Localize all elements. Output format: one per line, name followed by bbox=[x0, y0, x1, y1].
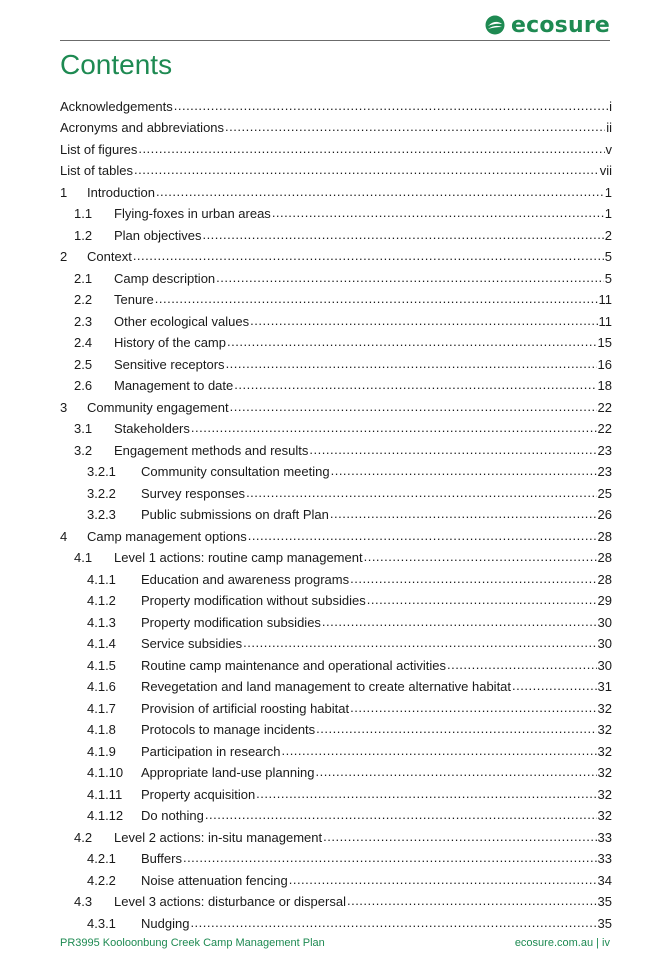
toc-entry-label[interactable]: Property acquisition bbox=[141, 786, 256, 802]
toc-entry-number: 4.1.12 bbox=[87, 808, 124, 823]
toc-entry[interactable] bbox=[60, 179, 612, 201]
toc-entry-number: 4.1.10 bbox=[87, 765, 124, 780]
toc-dot-leader bbox=[322, 614, 597, 628]
toc-entry-label[interactable]: Property modification without subsidies bbox=[141, 593, 366, 608]
toc-entry-number: 4.2 bbox=[74, 829, 93, 845]
toc-entry-label[interactable]: List of figures bbox=[60, 141, 138, 157]
toc-entry-page-number[interactable]: 32 bbox=[597, 722, 612, 737]
toc-entry-number: 1.1 bbox=[74, 206, 93, 221]
toc-entry-number: 1 bbox=[60, 184, 68, 200]
toc-dot-leader bbox=[134, 162, 599, 176]
toc-entry-label[interactable]: Camp description bbox=[114, 270, 216, 286]
toc-dot-leader bbox=[156, 184, 604, 198]
toc-entry[interactable] bbox=[60, 287, 612, 309]
toc-dot-leader bbox=[205, 807, 597, 821]
toc-entry-page-number[interactable]: 22 bbox=[597, 399, 612, 415]
toc-entry[interactable] bbox=[60, 158, 612, 180]
toc-entry-label[interactable]: Do nothing bbox=[141, 808, 204, 823]
toc-dot-leader bbox=[133, 248, 604, 262]
toc-entry-page-number[interactable]: 5 bbox=[604, 249, 612, 264]
toc-dot-leader bbox=[191, 420, 597, 434]
toc-entry-page-number[interactable]: 35 bbox=[597, 894, 612, 909]
toc-entry[interactable] bbox=[60, 416, 612, 438]
toc-entry-label[interactable]: Context bbox=[87, 249, 132, 264]
toc-entry[interactable] bbox=[60, 222, 612, 244]
toc-dot-leader bbox=[289, 872, 597, 886]
toc-entry-label[interactable]: Acronyms and abbreviations bbox=[60, 120, 225, 135]
toc-entry-number: 4.1.11 bbox=[87, 786, 123, 802]
toc-entry-page-number[interactable]: 25 bbox=[597, 485, 612, 501]
toc-entry-label[interactable]: Level 3 actions: disturbance or dispersal bbox=[114, 894, 346, 909]
toc-entry-page-number[interactable]: 16 bbox=[597, 356, 612, 372]
toc-entry[interactable] bbox=[60, 889, 612, 911]
toc-entry-label[interactable]: Acknowledgements bbox=[60, 98, 173, 114]
toc-entry-page-number[interactable]: 11 bbox=[598, 313, 612, 329]
toc-entry[interactable] bbox=[60, 910, 612, 932]
toc-entry-page-number[interactable]: i bbox=[609, 98, 612, 114]
toc-entry-label[interactable]: Survey responses bbox=[141, 485, 246, 501]
toc-entry-label[interactable]: Camp management options bbox=[87, 528, 247, 544]
toc-dot-leader bbox=[226, 356, 597, 370]
toc-entry-number: 3.1 bbox=[74, 421, 93, 436]
toc-entry-label[interactable]: Property modification subsidies bbox=[141, 614, 321, 630]
toc-entry-number: 4 bbox=[60, 528, 68, 544]
toc-dot-leader bbox=[250, 313, 597, 327]
toc-entry[interactable] bbox=[60, 394, 612, 416]
toc-entry[interactable] bbox=[60, 760, 612, 782]
toc-entry[interactable] bbox=[60, 631, 612, 653]
toc-entry-label[interactable]: Protocols to manage incidents bbox=[141, 722, 316, 737]
toc-entry-page-number[interactable]: 32 bbox=[597, 743, 612, 759]
toc-entry[interactable] bbox=[60, 115, 612, 137]
toc-entry-page-number[interactable]: 32 bbox=[597, 808, 612, 823]
toc-entry-label[interactable]: Public submissions on draft Plan bbox=[141, 507, 329, 522]
toc-entry[interactable] bbox=[60, 824, 612, 846]
toc-entry-label[interactable]: Level 1 actions: routine camp management bbox=[114, 550, 363, 565]
toc-entry-page-number[interactable]: 30 bbox=[597, 657, 612, 673]
toc-entry-page-number[interactable]: vii bbox=[599, 163, 612, 178]
toc-entry[interactable] bbox=[60, 674, 612, 696]
toc-entry-page-number[interactable]: 33 bbox=[597, 851, 612, 866]
toc-entry[interactable] bbox=[60, 201, 612, 223]
toc-entry-label[interactable]: Sensitive receptors bbox=[114, 356, 225, 372]
toc-entry-page-number[interactable]: 33 bbox=[597, 829, 612, 845]
ecosure-leaf-icon bbox=[485, 15, 505, 35]
toc-dot-leader bbox=[330, 506, 597, 520]
toc-entry[interactable] bbox=[60, 781, 612, 803]
toc-entry-page-number[interactable]: 34 bbox=[597, 872, 612, 888]
toc-entry-label[interactable]: Participation in research bbox=[141, 743, 281, 759]
toc-entry-number: 4.1.5 bbox=[87, 657, 116, 673]
toc-entry[interactable] bbox=[60, 588, 612, 610]
toc-entry[interactable] bbox=[60, 717, 612, 739]
toc-dot-leader bbox=[190, 915, 596, 929]
toc-entry-page-number[interactable]: 32 bbox=[597, 700, 612, 716]
toc-entry-page-number[interactable]: 15 bbox=[597, 335, 612, 350]
footer-document-title: PR3995 Kooloonbung Creek Camp Management Plan bbox=[60, 937, 325, 949]
ecosure-logo bbox=[485, 12, 610, 38]
toc-entry-label[interactable]: List of tables bbox=[60, 163, 133, 178]
toc-dot-leader bbox=[138, 141, 604, 155]
toc-entry[interactable] bbox=[60, 330, 612, 352]
toc-entry-label[interactable]: Management to date bbox=[114, 378, 234, 393]
toc-dot-leader bbox=[243, 635, 596, 649]
toc-entry-label[interactable]: Buffers bbox=[141, 851, 182, 866]
toc-dot-leader bbox=[248, 528, 597, 542]
toc-entry-number: 4.1.3 bbox=[87, 614, 116, 630]
toc-entry-number: 2.3 bbox=[74, 313, 93, 329]
toc-entry-number: 4.1.6 bbox=[87, 679, 116, 694]
toc-entry-page-number[interactable]: 5 bbox=[604, 270, 612, 286]
toc-entry[interactable] bbox=[60, 609, 612, 631]
toc-entry-label[interactable]: Level 2 actions: in-situ management bbox=[114, 829, 323, 845]
toc-entry[interactable] bbox=[60, 308, 612, 330]
toc-entry-number: 4.1.1 bbox=[87, 571, 116, 587]
toc-entry-label[interactable]: Flying-foxes in urban areas bbox=[114, 206, 271, 221]
toc-entry-page-number[interactable]: ii bbox=[606, 120, 612, 135]
toc-dot-leader bbox=[272, 205, 604, 219]
toc-dot-leader bbox=[447, 657, 597, 671]
toc-dot-leader bbox=[256, 786, 596, 800]
toc-entry[interactable] bbox=[60, 437, 612, 459]
toc-entry-number: 4.1.7 bbox=[87, 700, 116, 716]
toc-entry-label[interactable]: Nudging bbox=[141, 915, 190, 931]
toc-entry-page-number[interactable]: v bbox=[605, 141, 612, 157]
footer-page-reference[interactable]: ecosure.com.au | iv bbox=[514, 937, 610, 949]
toc-entry-number: 2.6 bbox=[74, 378, 93, 393]
toc-dot-leader bbox=[315, 764, 596, 778]
toc-entry-number: 2.1 bbox=[74, 270, 93, 286]
toc-entry-page-number[interactable]: 1 bbox=[604, 184, 612, 200]
toc-entry-label[interactable]: Noise attenuation fencing bbox=[141, 872, 288, 888]
toc-entry-page-number[interactable]: 30 bbox=[597, 614, 612, 630]
toc-dot-leader bbox=[364, 549, 597, 563]
toc-entry[interactable] bbox=[60, 566, 612, 588]
toc-entry-page-number[interactable]: 28 bbox=[597, 550, 612, 565]
toc-entry-number: 3.2 bbox=[74, 442, 93, 458]
toc-entry[interactable] bbox=[60, 244, 612, 266]
toc-dot-leader bbox=[281, 743, 596, 757]
toc-entry-number: 3 bbox=[60, 399, 68, 415]
toc-entry-label[interactable]: Revegetation and land management to create alternative habitat bbox=[141, 679, 512, 694]
toc-entry-page-number[interactable]: 29 bbox=[597, 593, 612, 608]
toc-entry-page-number[interactable]: 35 bbox=[597, 915, 612, 931]
toc-entry[interactable] bbox=[60, 695, 612, 717]
toc-entry-number: 1.2 bbox=[74, 227, 93, 243]
toc-entry-label[interactable]: Routine camp maintenance and operational activities bbox=[141, 657, 446, 673]
toc-entry-number: 3.2.2 bbox=[87, 485, 116, 501]
toc-entry-page-number[interactable]: 31 bbox=[597, 679, 612, 694]
brand-name: ecosure bbox=[510, 12, 610, 38]
toc-dot-leader bbox=[202, 227, 603, 241]
toc-entry[interactable] bbox=[60, 93, 612, 115]
toc-entry-label[interactable]: History of the camp bbox=[114, 335, 226, 350]
toc-dot-leader bbox=[350, 571, 596, 585]
page-footer bbox=[60, 937, 610, 949]
toc-entry[interactable] bbox=[60, 867, 612, 889]
toc-entry[interactable] bbox=[60, 545, 612, 567]
toc-dot-leader bbox=[512, 678, 597, 692]
toc-entry-number: 4.3.1 bbox=[87, 915, 116, 931]
toc-entry-page-number[interactable]: 32 bbox=[597, 786, 612, 802]
toc-dot-leader bbox=[155, 291, 598, 305]
toc-entry[interactable] bbox=[60, 523, 612, 545]
toc-entry-page-number[interactable]: 1 bbox=[604, 206, 612, 221]
toc-entry-label[interactable]: Introduction bbox=[87, 184, 155, 200]
toc-entry[interactable] bbox=[60, 803, 612, 825]
toc-entry[interactable] bbox=[60, 846, 612, 868]
toc-entry-page-number[interactable]: 22 bbox=[597, 421, 612, 436]
toc-entry[interactable] bbox=[60, 652, 612, 674]
toc-entry-number: 2.4 bbox=[74, 335, 93, 350]
toc-entry-page-number[interactable]: 28 bbox=[597, 571, 612, 587]
toc-dot-leader bbox=[367, 592, 597, 606]
toc-entry-label[interactable]: Provision of artificial roosting habitat bbox=[141, 700, 350, 716]
toc-entry-number: 4.2.2 bbox=[87, 872, 116, 888]
toc-entry-number: 4.2.1 bbox=[87, 851, 116, 866]
toc-entry-number: 3.2.1 bbox=[87, 464, 116, 479]
toc-entry-page-number[interactable]: 23 bbox=[597, 442, 612, 458]
toc-entry-label[interactable]: Education and awareness programs bbox=[141, 571, 350, 587]
toc-dot-leader bbox=[350, 700, 596, 714]
toc-entry-page-number[interactable]: 2 bbox=[604, 227, 612, 243]
toc-dot-leader bbox=[227, 334, 597, 348]
toc-entry-page-number[interactable]: 18 bbox=[597, 378, 612, 393]
toc-entry-label[interactable]: Plan objectives bbox=[114, 227, 202, 243]
toc-entry-number: 2 bbox=[60, 249, 68, 264]
toc-entry-number: 2.2 bbox=[74, 292, 93, 307]
toc-entry[interactable] bbox=[60, 502, 612, 524]
toc-entry[interactable] bbox=[60, 480, 612, 502]
toc-entry-label[interactable]: Other ecological values bbox=[114, 313, 250, 329]
page-title: Contents bbox=[60, 49, 173, 80]
toc-entry-label[interactable]: Engagement methods and results bbox=[114, 442, 309, 458]
toc-entry[interactable] bbox=[60, 738, 612, 760]
toc-dot-leader bbox=[331, 463, 597, 477]
toc-entry-page-number[interactable]: 28 bbox=[597, 528, 612, 544]
toc-entry-label[interactable]: Community consultation meeting bbox=[141, 464, 330, 479]
toc-entry-number: 4.1.4 bbox=[87, 636, 116, 651]
toc-entry[interactable] bbox=[60, 136, 612, 158]
toc-dot-leader bbox=[316, 721, 596, 735]
toc-dot-leader bbox=[174, 98, 608, 112]
toc-entry-label[interactable]: Appropriate land-use planning bbox=[141, 765, 315, 780]
toc-entry[interactable] bbox=[60, 459, 612, 481]
toc-entry-number: 2.5 bbox=[74, 356, 93, 372]
table-of-contents bbox=[60, 93, 612, 932]
toc-dot-leader bbox=[234, 377, 596, 391]
toc-entry-page-number[interactable]: 23 bbox=[597, 464, 612, 479]
toc-entry-page-number[interactable]: 11 bbox=[598, 292, 612, 307]
toc-entry-page-number[interactable]: 26 bbox=[597, 507, 612, 522]
header-divider bbox=[60, 40, 610, 41]
toc-entry-number: 4.1.8 bbox=[87, 722, 116, 737]
toc-entry-label[interactable]: Community engagement bbox=[87, 399, 229, 415]
toc-entry-number: 4.1.9 bbox=[87, 743, 116, 759]
toc-dot-leader bbox=[246, 485, 596, 499]
toc-dot-leader bbox=[183, 850, 597, 864]
toc-entry[interactable] bbox=[60, 351, 612, 373]
toc-entry-number: 4.1 bbox=[74, 550, 93, 565]
toc-entry-number: 3.2.3 bbox=[87, 507, 116, 522]
toc-dot-leader bbox=[347, 893, 597, 907]
toc-entry-page-number[interactable]: 32 bbox=[597, 765, 612, 780]
toc-entry-label[interactable]: Stakeholders bbox=[114, 421, 190, 436]
toc-dot-leader bbox=[323, 829, 596, 843]
toc-entry-page-number[interactable]: 30 bbox=[597, 636, 612, 651]
toc-entry-number: 4.1.2 bbox=[87, 593, 116, 608]
toc-entry-label[interactable]: Tenure bbox=[114, 292, 154, 307]
toc-dot-leader bbox=[216, 270, 604, 284]
toc-entry[interactable] bbox=[60, 265, 612, 287]
toc-entry-number: 4.3 bbox=[74, 894, 93, 909]
toc-dot-leader bbox=[230, 399, 597, 413]
toc-dot-leader bbox=[225, 119, 605, 133]
toc-entry-label[interactable]: Service subsidies bbox=[141, 636, 243, 651]
toc-dot-leader bbox=[309, 442, 596, 456]
toc-entry[interactable] bbox=[60, 373, 612, 395]
